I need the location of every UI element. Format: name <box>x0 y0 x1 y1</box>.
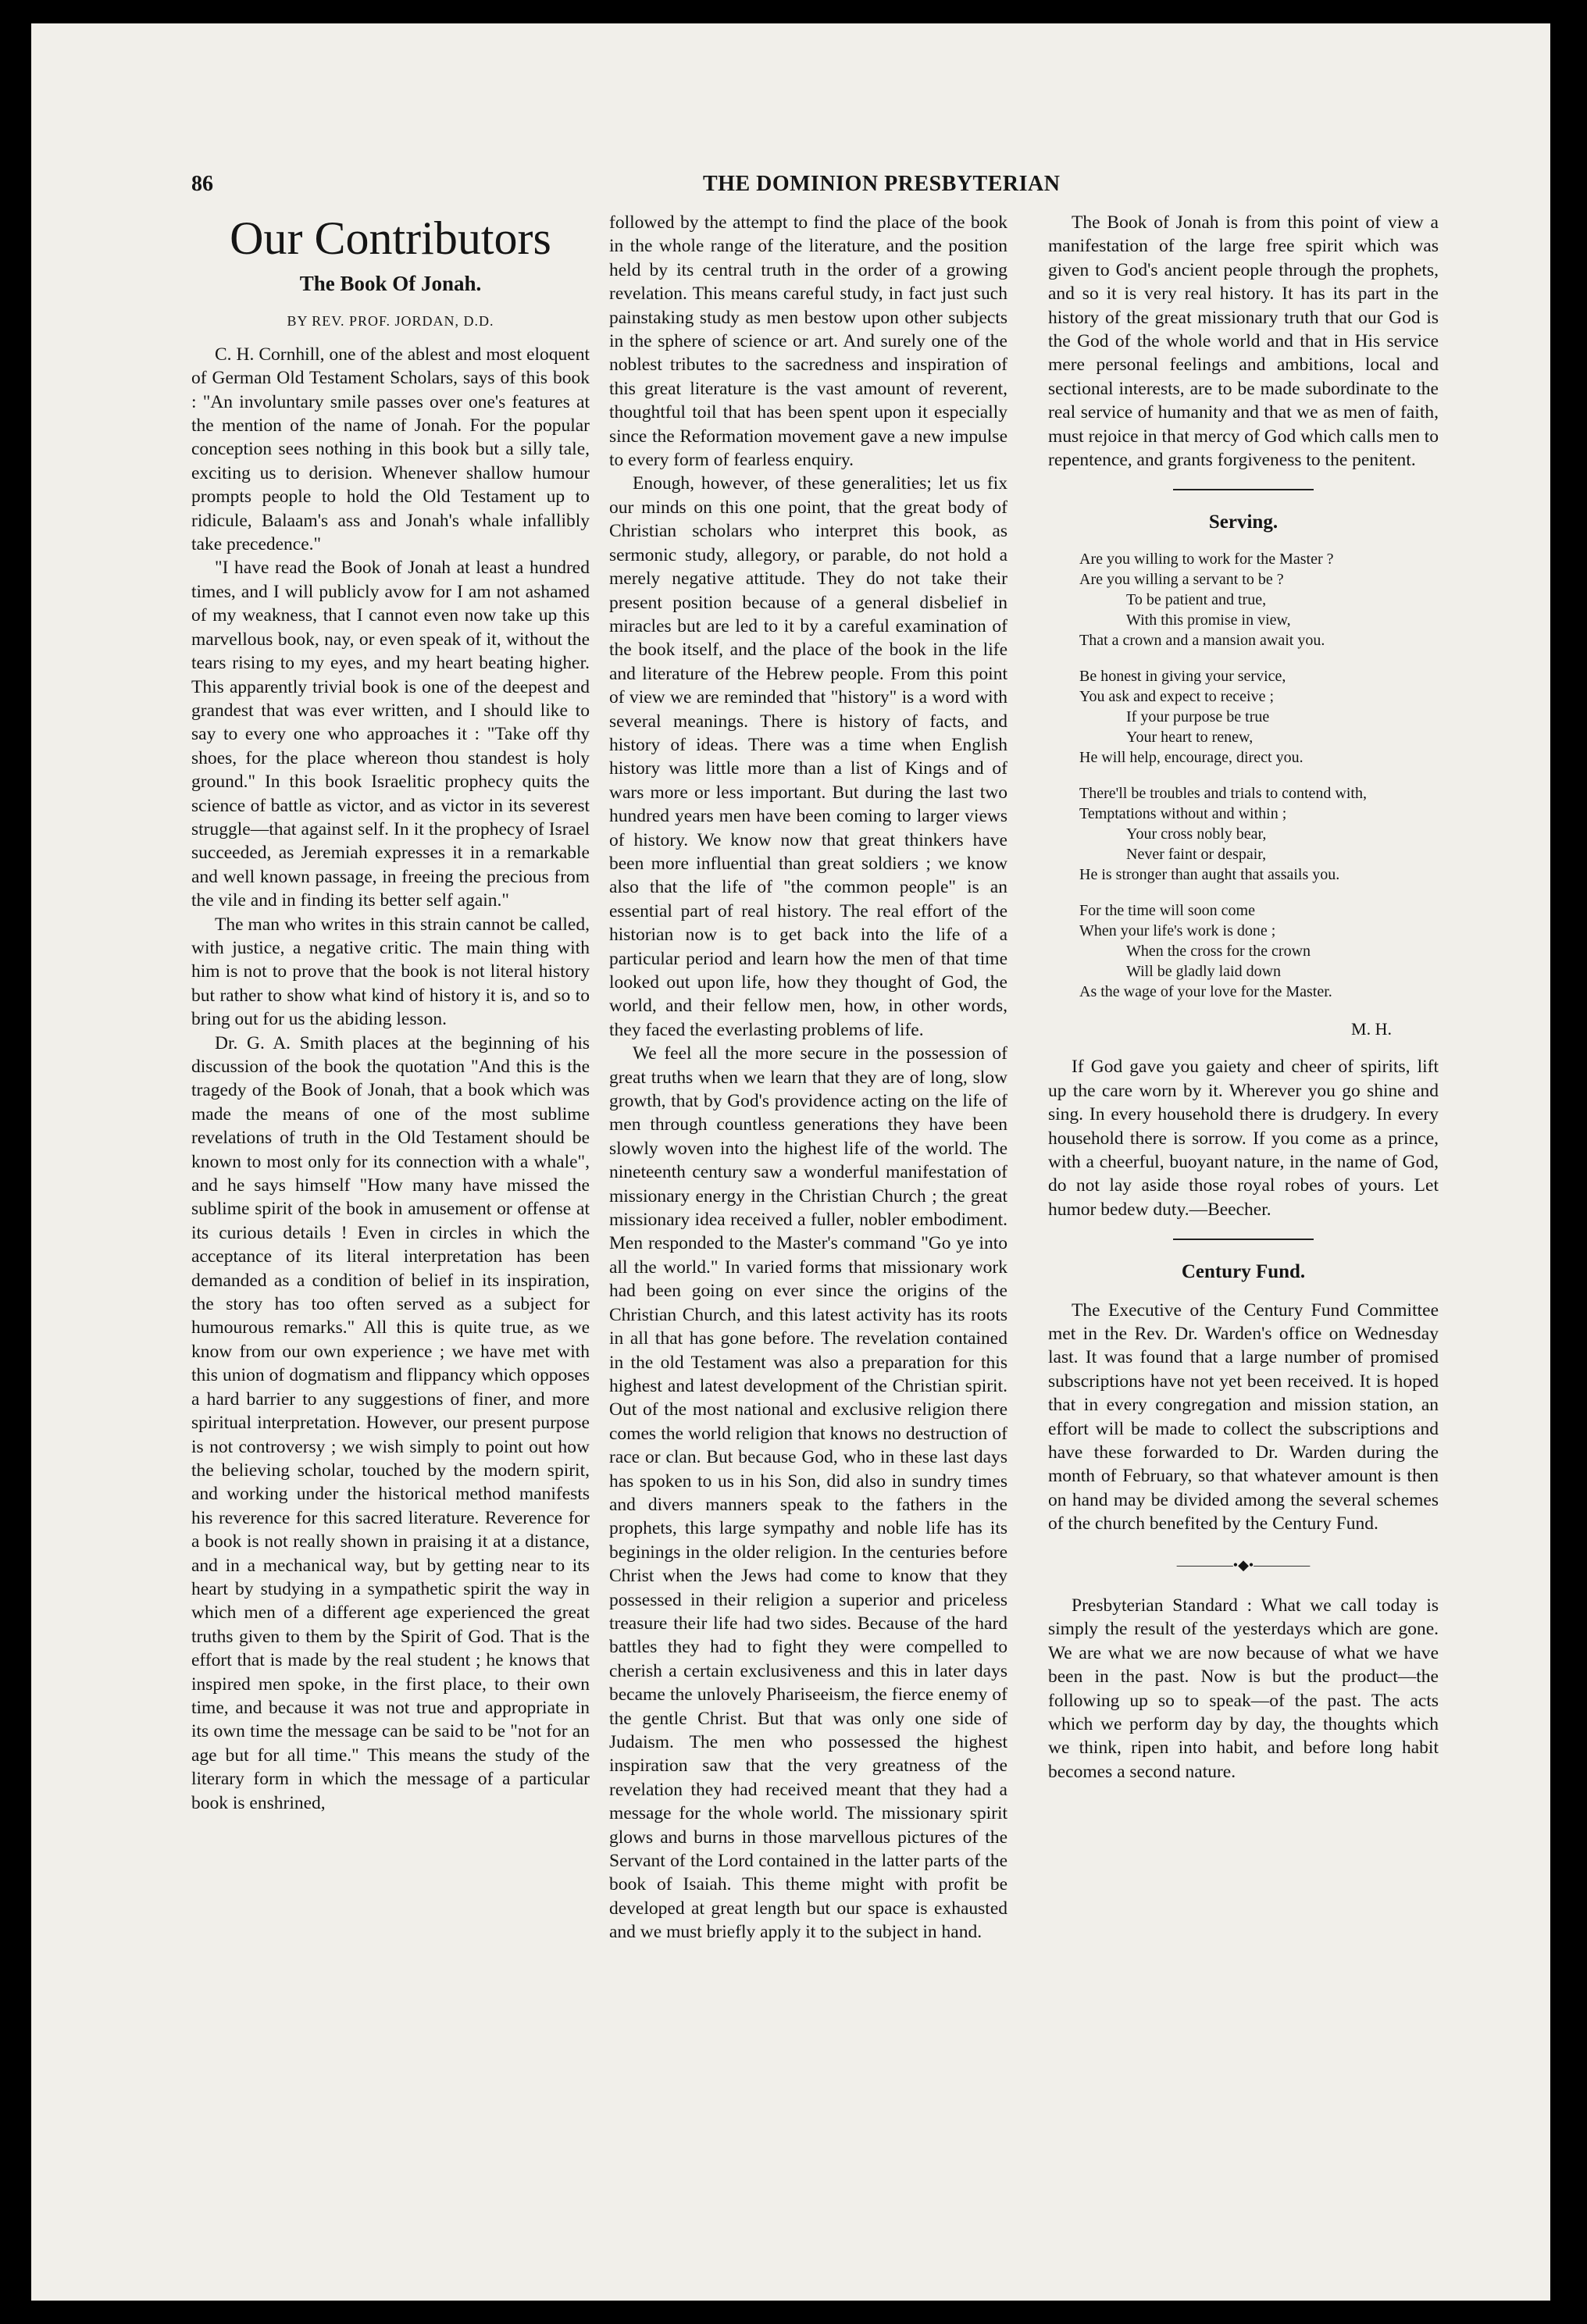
column-2 <box>609 211 1007 1944</box>
poem-line: If your purpose be true <box>1126 708 1270 725</box>
article-paragraph: C. H. Cornhill, one of the ablest and most eloquent of German Old Testament Scholars, says of this book : "An involuntary smile passes over one's features at the mention of the name of Jonah. For the popular conception sees nothing in this book but a silly tale, exciting us to derision. Whenever shallow humour prompts people to hold the Old Testament up to ridicule, Balaam's ass and Jonah's whale infallibly take precedence." <box>191 344 590 555</box>
column-3 <box>1048 211 1439 1784</box>
poem-line: You ask and expect to receive ; <box>1079 687 1275 705</box>
newspaper-page <box>31 23 1550 2301</box>
poem-line: He is stronger than aught that assails you. <box>1079 865 1340 883</box>
column-1 <box>191 211 590 1815</box>
article-paragraph: Enough, however, of these generalities; let us fix our minds on this one point, that the great body of Christian scholars who interpret this book, as sermonic study, allegory, or parable, do not hold a merely negative attitude. They do not take their present position because of a general disbelief in miracles but are led to it by a careful examination of the book itself, and the place of the book in the life and literature of the Hebrew people. From this point of view we are reminded that "history" is a word with several meanings. There is history of facts, and history of ideas. There was a time when English history was little more than a list of Kings and of wars more or less important. But during the last two hundred years men have been coming to larger views of history. We know now that great thinkers have been more influential than great soldiers ; we know also that the life of "the common people" is an essential part of real history. The real effort of the historian now is to get back into the life of a particular period and learn how the men of that time looked out upon life, how they thought of God, the world, and their fellow men, how, in other words, they faced the everlasting problems of life. <box>609 473 1007 1040</box>
poem-line: With this promise in view, <box>1126 611 1291 629</box>
poem-title: Serving. <box>1208 511 1279 533</box>
poem-stanza <box>1048 900 1439 1002</box>
poem-line: As the wage of your love for the Master. <box>1079 982 1332 1000</box>
poem-stanza <box>1048 549 1439 651</box>
century-fund-title: Century Fund. <box>1181 1261 1306 1283</box>
poem-signature: M. H. <box>1351 1018 1392 1039</box>
article-paragraph: The man who writes in this strain cannot be called, with justice, a negative critic. The main thing with him is not to prove that the book is not literal history but rather to show what kind of history it is, and so to bring out for us the abiding lesson. <box>191 914 590 1030</box>
century-fund-text: The Executive of the Century Fund Committee met in the Rev. Dr. Warden's office on Wednesday last. It was found that a large number of promised subscriptions have not yet been received. It is hoped that in every congregation and mission station, an effort will be made to collect the subscriptions and have these forwarded to Dr. Warden during the month of February, so that whatever amount is then on hand may be divided among the several schemes of the church benefited by the Century Fund. <box>1048 1299 1439 1534</box>
poem-line: That a crown and a mansion await you. <box>1079 631 1325 649</box>
article-byline: BY REV. PROF. JORDAN, D.D. <box>287 313 494 330</box>
divider <box>1173 489 1314 490</box>
page-header <box>191 172 1113 203</box>
article-paragraph: followed by the attempt to find the place of the book in the whole range of the literature, and the position held by its central truth in the order of a growing revelation. This means careful study, in fact just such painstaking study as men bestow upon other subjects in the sphere of science or art. And surely one of the noblest tributes to the sacredness and inspiration of this great literature is the vast amount of reverent, thoughtful toil that has been spent upon it especially since the Reformation movement gave a new impulse to every form of fearless enquiry. <box>609 212 1007 471</box>
poem-stanza <box>1048 666 1439 768</box>
article-paragraph: The Book of Jonah is from this point of view a manifestation of the large free spirit which was given to God's ancient people through the prophets, and so it is very real history. It has its part in the history of the great missionary truth that our God is the God of the whole world and that in His service mere personal feelings and ambitions, local and sectional interests, are to be made subordinate to the real service of humanity and that we as men of faith, must rejoice in that mercy of God which calls men to repentence, and grants forgiveness to the penitent. <box>1048 212 1439 471</box>
poem-line: Your heart to renew, <box>1126 728 1254 746</box>
page-number: 86 <box>191 172 213 196</box>
poem-line: There'll be troubles and trials to contend with, <box>1079 784 1367 802</box>
poem-line: Are you willing to work for the Master ? <box>1079 550 1334 568</box>
ornament-divider: ――――•◆•―――― <box>1176 1556 1311 1573</box>
poem-line: Be honest in giving your service, <box>1079 667 1286 685</box>
article-paragraph: Dr. G. A. Smith places at the beginning of his discussion of the book the quotation "And this is the tragedy of the Book of Jonah, that a book which was made the means of one of the most sublime revelations of truth in the Old Testament should be known to most only for its connection with a whale", and he says himself "How many have missed the sublime spirit of the book in amusement or offense at its curious details ! Even in circles in which the acceptance of its literal interpretation has been demanded as a condition of belief in its inspiration, the story has too often served as a subject for humourous remarks." All this is quite true, as we know from our own experience ; we have met with this union of dogmatism and flippancy which opposes a hard barrier to any suggestions of finer, and more spiritual interpretation. However, our present purpose is not controversy ; we wish simply to point out how the believing scholar, touched by the modern spirit, and working under the historical method manifests his reverence for this sacred literature. Reverence for a book is not really shown in praising it at a distance, and in a mechanical way, but by getting near to its heart by studying in a sympathetic spirit the way in which men of a different age experienced the great truths given to them by the Spirit of God. That is the effort that is made by the real student ; he knows that inspired men spoke, in the first place, to their own time, and because it was not true and appropriate in its own time the message can be said to be "not for an age but for all time." This means the study of the literary form in which the message of a particular book is enshrined, <box>191 1032 590 1813</box>
poem-line: For the time will soon come <box>1079 901 1255 919</box>
poem-line: Your cross nobly bear, <box>1126 825 1267 843</box>
journal-title: THE DOMINION PRESBYTERIAN <box>703 172 1061 196</box>
beecher-quote: If God gave you gaiety and cheer of spirits, lift up the care worn by it. Wherever you go shine and sing. In every household there is drudgery. In every household there is sorrow. If you come as a prince, with a cheerful, buoyant nature, in the name of God, do not lay aside those royal robes of yours. Let humor bedew duty.—Beecher. <box>1048 1057 1439 1220</box>
article-paragraph: "I have read the Book of Jonah at least a hundred times, and I will publicly avow for I am not ashamed of my weakness, that I cannot even now take up this marvellous book, nay, or even speak of it, without the tears rising to my eyes, and my heart beating higher. This apparently trivial book is one of the deepest and grandest that was ever written, and I should like to say to every one who approaches it : "Take off thy shoes, for the place whereon thou standest is holy ground." In this book Israelitic prophecy quits the science of battle as victor, and as victor in its severest struggle—that against self. In it the prophecy of Israel succeeded, as Jeremiah expresses it in a remarkable and well known passage, in freeing the precious from the vile and in finding its better self again." <box>191 558 590 911</box>
section-title: Our Contributors <box>230 212 551 264</box>
poem-line: He will help, encourage, direct you. <box>1079 748 1303 766</box>
presbyterian-standard-quote: Presbyterian Standard : What we call today is simply the result of the yesterdays which are gone. We are what we are now because of what we have been in the past. Now is but the product—the following up so to speak—of the past. The acts which we perform day by day, the thoughts which we think, ripen into habit, and before long habit becomes a second nature. <box>1048 1595 1439 1782</box>
article-paragraph: We feel all the more secure in the possession of great truths when we learn that they are of long, slow growth, that by God's providence acting on the life of men through countless generations they have been slowly woven into the highest life of the world. The nineteenth century saw a wonderful manifestation of missionary energy in the Christian Church ; the great missionary idea received a fuller, nobler embodiment. Men responded to the Master's command "Go ye into all the world." In varied forms that missionary work had been going on ever since the origins of the Christian Church, and this latest activity has its roots in all that has gone before. The revelation contained in the old Testament was also a preparation for this highest and latest development of the Christian spirit. Out of the most national and exclusive religion there comes the world religion that knows no destruction of race or clan. But because God, who in these last days has spoken to us in his Son, did also in sundry times and divers manners speak to the fathers in the prophets, this large sympathy and noble life has its beginings in the older religion. In the centuries before Christ when the Jews had come to know that they possessed in their religion a superior and priceless treasure their life had two sides. Because of the hard battles they had to fight they were compelled to cherish a certain exclusiveness and this in later days became the unlovely Phariseeism, the fierce enemy of the gentle Christ. But that was only one side of Judaism. The men who possessed the highest inspiration saw that the very greatness of the revelation they had received meant that they had a message for the whole world. The missionary spirit glows and burns in those marvellous pictures of the Servant of the Lord contained in the latter parts of the book of Isaiah. This theme might with profit be developed at great length but our space is exhausted and we must briefly apply it to the subject in hand. <box>609 1043 1007 1943</box>
divider <box>1173 1239 1314 1240</box>
poem-line: Temptations without and within ; <box>1079 804 1287 822</box>
poem-stanza <box>1048 783 1439 885</box>
poem-line: Are you willing a servant to be ? <box>1079 570 1284 588</box>
poem-line: When your life's work is done ; <box>1079 921 1276 939</box>
poem-line: To be patient and true, <box>1126 590 1267 608</box>
poem-line: When the cross for the crown <box>1126 942 1311 960</box>
article-title: The Book Of Jonah. <box>299 272 482 295</box>
poem-line: Never faint or despair, <box>1126 845 1267 863</box>
poem-line: Will be gladly laid down <box>1126 962 1282 980</box>
